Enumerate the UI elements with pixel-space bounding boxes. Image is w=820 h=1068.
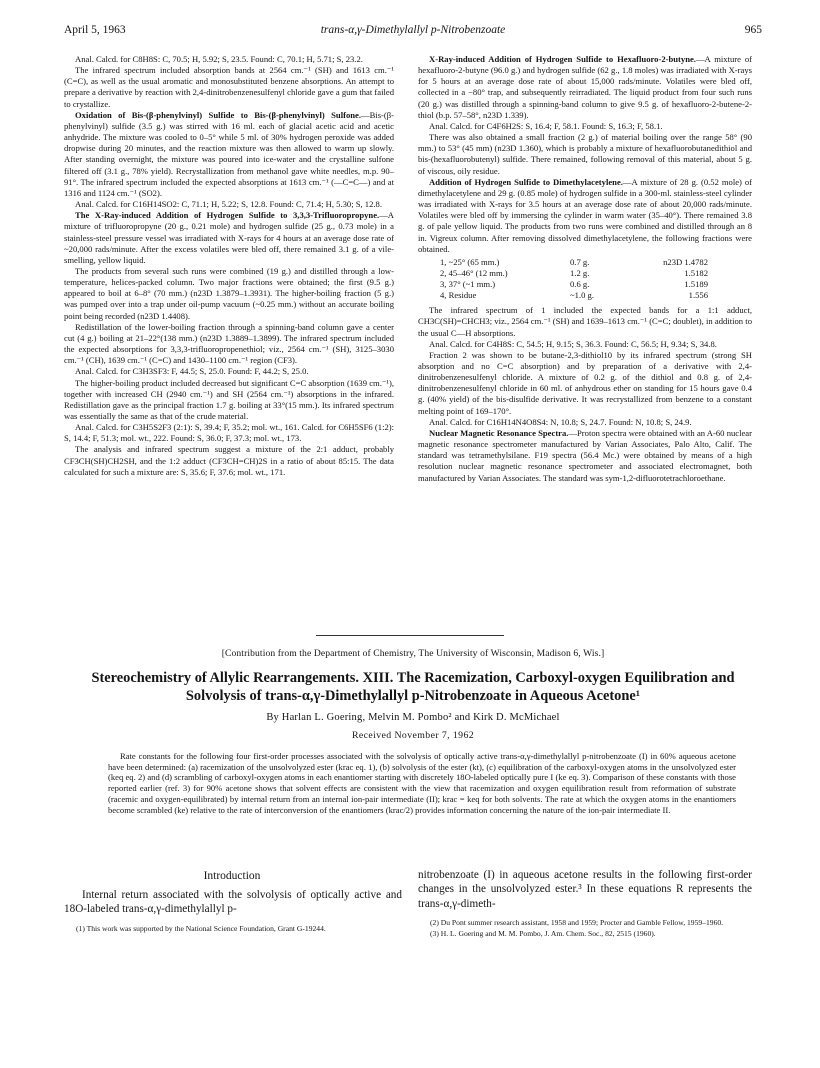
analysis-paragraph: Anal. Calcd. for C8H8S: C, 70.5; H, 5.92; S, 23.5. Found: C, 70.1; H, 5.71; S, 23.2.: [75, 54, 363, 64]
section-heading: The X-Ray-induced Addition of Hydrogen Sulfide to 3,3,3-Trifluoropropyne.: [75, 210, 380, 221]
analysis-paragraph: Anal. Calcd. for C4F6H2S: S, 16.4; F, 58.1. Found: S, 16.3; F, 58.1.: [429, 120, 663, 131]
body-paragraph: Fraction 2 was shown to be butane-2,3-dithiol10 by its infrared spectrum (strong SH absorption and no C=C absorption) and by preparation of a derivative with 2,4-dinitrobenzenesulfenyl chloride. A mixture of 0.2 g. of the dithiol and 0.8 g. of 2,4-dinitrobenzenesulfenyl chloride in 60 ml. of anhydrous ether on standing for 15 hours gave 0.4 g. (40% yield) of the bis-disulfide derivative. It was recrystallized from benzene to a constant melting point of 169–170°.: [418, 349, 752, 416]
fraction-mass: 1.2 g.: [570, 267, 590, 278]
body-paragraph: There was also obtained a small fraction (2 g.) of material boiling over the range 58° (90 mm.) to 53° (45 mm) (n23D 1.360), which is probably a mixture of hexafluorobutanedithiol and bis-(hexafluorobutenyl) sulfide. There remained, following removal of this material, about 5 g. of viscous, oily residue.: [418, 132, 752, 176]
fraction-label: 3, 37° (~1 mm.): [440, 279, 496, 289]
right-column: [418, 54, 752, 484]
body-paragraph: The infrared spectrum included absorption bands at 2564 cm.⁻¹ (SH) and 1613 cm.⁻¹ (C=C), as well as the usual aromatic and monosubstituted benzene absorptions. An attempt to prepare a derivative by reaction with 2,4-dinitrobenzenesulfenyl chloride gave a gum that failed to crystallize.: [64, 65, 394, 109]
analysis-paragraph: Anal. Calcd. for C3H3SF3: F, 44.5; S, 25.0. Found: F, 44.2; S, 25.0.: [75, 366, 309, 377]
running-head: [64, 24, 762, 40]
fractions-table: [440, 257, 752, 301]
body-paragraph: The products from several such runs were combined (19 g.) and distilled through a low-temperature, helices-packed column. Two major fractions were obtained; the first (9.5 g.) appeared to boil at 6–8° (70 mm.) (n23D 1.3879–1.3931). The higher-boiling fraction (5 g.) was pumped over into a trap under oil-pump vacuum (~0.25 mm.) without an accurate boiling point being recorded (n23D 1.4408).: [64, 265, 394, 321]
footnote: (2) Du Pont summer research assistant, 1958 and 1959; Procter and Gamble Fellow, 1959–1960.: [430, 918, 724, 927]
fraction-label: 4, Residue: [440, 290, 477, 301]
received-date: Received November 7, 1962: [351, 730, 475, 741]
footnote: (1) This work was supported by the National Science Foundation, Grant G-19244.: [76, 924, 326, 933]
section-divider: [316, 635, 504, 636]
section-text: —Proton spectra were obtained with an A-60 nuclear magnetic resonance spectrometer manufactured by Varian Associates, Palo Alto, Calif. The standard was tetramethylsilane. F19 spectra (56.4 Mc.) were obtained by means of a high resolution nuclear magnetic resonance spectrometer and associated electromagnet, both manufactured by Varian Associates. The standard was sym-1,2-difluorotetrachloroethane.: [418, 427, 752, 483]
abstract-text: Rate constants for the following four first-order processes associated with the solvolysis of optically active trans-α,γ-dimethylallyl p-nitrobenzoate (I) in 60% aqueous acetone have been determined: (a) racemization of the unsolvolyzed ester (krac eq. 1), (b) solvolysis of the ester (kt), (c) equilibration of the carboxyl-oxygen atoms in the unsolvolyzed ester (keq eq. 2) and (d) scrambling of carboxyl-oxygen atoms in each enantiomer starting with discretely 18O-labeled optically pure I (ke eq. 3). Comparison of these constants with those reported earlier (ref. 3) for 90% acetone shows that solvent effects are consistent with the view that racemization and oxygen equilibration result from reformation of substrate (racemic and oxygen-equilibrated) by internal return from an internal ion-pair intermediate (II); krac = keq for both solvents. The rate at which the oxygen atoms in the enantiomers become scrambled (ke) relative to the rate of interconversion of the enantiomers (krac/2) provides information concerning the nature of the ion-pair intermediate II.: [108, 751, 736, 815]
introduction-text: nitrobenzoate (I) in aqueous acetone results in the following first-order changes in the unsolvolyzed ester.³ In these equations R represents the trans-α,γ-dimeth-: [418, 869, 752, 910]
body-paragraph: Redistillation of the lower-boiling fraction through a spinning-band column gave a center cut (4 g.) boiling at 21–22°(138 mm.) (n23D 1.3889–1.3899). The infrared spectrum included the expected absorptions for 3,3,3-trifluoropropenethiol; viz., 2564 cm.⁻¹ (SH), 3125–3030 cm.⁻¹ (CH), 1639 cm.⁻¹ (C=C) and 1430–1100 cm.⁻¹ region (CF3).: [64, 321, 394, 366]
body-paragraph: The higher-boiling product included decreased but significant C=C absorption (1639 cm.⁻¹), together with increased CH (2940 cm.⁻¹) and SH (2564 cm.⁻¹) absorptions in the infrared. Redistillation gave as the principal fraction 1.7 g. boiling at 33°(15 mm.). Its infrared spectrum was essentially the same as that of the crude material.: [64, 377, 394, 421]
abstract: [108, 751, 736, 815]
body-paragraph: The analysis and infrared spectrum suggest a mixture of the 2:1 adduct, probably CF3CH(SH)CH2SH, and the 1:2 adduct (CF3CH=CH)2S in a ratio of about 85:15. The data calculated for such a mixture are: S, 35.6; F, 37.6; mol. wt., 171.: [64, 444, 394, 477]
body-paragraph: The infrared spectrum of 1 included the expected bands for a 1:1 adduct, CH3C(SH)=CHCH3; viz., 2564 cm.⁻¹ (SH) and 1639–1613 cm.⁻¹ (C=C; doublet), in addition to the usual C—H absorptions.: [418, 305, 752, 338]
section-paragraph: [64, 210, 394, 266]
fraction-refractive-index: 1.556: [688, 290, 708, 301]
introduction-left: [64, 888, 402, 917]
footnote: (3) H. L. Goering and M. M. Pombo, J. Am. Chem. Soc., 82, 2515 (1960).: [430, 928, 656, 938]
left-column: [64, 54, 394, 478]
section-heading: X-Ray-induced Addition of Hydrogen Sulfide to Hexafluoro-2-butyne.: [429, 54, 696, 64]
section-heading: Nuclear Magnetic Resonance Spectra.: [429, 427, 569, 438]
fraction-label: 2, 45–46° (12 mm.): [440, 267, 508, 278]
section-paragraph: [64, 110, 394, 199]
section-text: —A mixture of 28 g. (0.52 mole) of dimethylacetylene and 29 g. (0.85 mole) of hydrogen sulfide in a 300-ml. stainless-steel cylinder was irradiated with X-rays for 3.5 hours at an average dose rate of about 20,000 rads/minute. Volatiles were bled off by immersing the cylinder in warm water (35–40°). There remained 3.8 g. of pale yellow liquid. The products from two runs were combined and distilled through an 8 in. Vigreux column. After removing dissolved dimethylacetylene, the following fractions were obtained.: [418, 176, 752, 254]
analysis-paragraph: Anal. Calcd. for C4H8S: C, 54.5; H, 9.15; S, 36.3. Found: C, 56.5; H, 9.34; S, 34.8.: [429, 338, 717, 349]
section-text: —A mixture of hexafluoro-2-butyne (96.0 g.) and hydrogen sulfide (62 g., 1.8 moles) was irradiated with X-rays for 5 hours at an average dose rate of about 15,000 rads/minute. Volatiles were bled off, collected in a −80° trap, and subsequently reirradiated. The liquid product from four such runs (20 g.) was distilled through a spinning-band column to give 9.5 g. of hexafluoro-2-butene-2-thiol (b.p. 57–58°, n23D 1.339).: [418, 54, 753, 120]
fraction-refractive-index: n23D 1.4782: [663, 256, 708, 267]
article-title: Stereochemistry of Allylic Rearrangements. XIII. The Racemization, Carboxyl-oxygen Equilibration and Solvolysis of trans-α,γ-Dimethylallyl p-Nitrobenzoate in Aqueous Acetone¹: [91, 670, 735, 704]
fraction-mass: 0.7 g.: [570, 256, 590, 267]
header-title: trans-α,γ-Dimethylallyl p-Nitrobenzoate: [320, 24, 506, 36]
footnotes-right: [418, 918, 752, 939]
fraction-refractive-index: 1.5189: [684, 279, 708, 289]
section-paragraph: [418, 54, 752, 121]
fraction-mass: ~1.0 g.: [570, 290, 594, 301]
footnotes-left: [64, 924, 402, 935]
fraction-label: 1, ~25° (65 mm.): [440, 256, 500, 267]
page-number: 965: [744, 24, 762, 36]
section-heading: Oxidation of Bis-(β-phenylvinyl) Sulfide to Bis-(β-phenylvinyl) Sulfone.: [75, 109, 361, 120]
section-text: —Bis-(β-phenylvinyl) sulfide (3.5 g.) was stirred with 16 ml. each of glacial acetic acid and acetic anhydride. The mixture was cooled to 0–5° while 5 ml. of 30% hydrogen peroxide was added dropwise during 20 minutes, and the reaction mixture was then allowed to warm up slowly. After standing overnight, the mixture was poured into ice-water and the crystalline sulfone filtered off (3.1 g., 78% yield). Recrystallization from methanol gave white needles, m.p. 90–91°. The infrared spectrum included the expected absorptions at 1613 cm.⁻¹ (—C=C—) and at 1316 and 1124 cm.⁻¹ (SO2).: [64, 109, 394, 198]
analysis-paragraph: Anal. Calcd. for C3H5S2F3 (2:1): S, 39.4; F, 35.2; mol. wt., 161. Calcd. for C6H5SF6 (1:2): S, 14.4; F, 51.3; mol. wt., 222. Found: S, 36.0; F, 37.3; mol. wt., 173.: [64, 422, 394, 444]
analysis-paragraph: Anal. Calcd. for C16H14SO2: C, 71.1; H, 5.22; S, 12.8. Found: C, 71.4; H, 5.30; S, 12.8.: [75, 199, 382, 210]
fraction-refractive-index: 1.5182: [684, 267, 708, 278]
analysis-paragraph: Anal. Calcd. for C16H14N4O8S4: N, 10.8; S, 24.7. Found: N, 10.8; S, 24.9.: [429, 416, 692, 427]
introduction-heading: Introduction: [203, 870, 261, 882]
section-text: —A mixture of trifluoropropyne (20 g., 0.21 mole) and hydrogen sulfide (25 g., 0.73 mole) in a stainless-steel pressure vessel was irradiated with X-rays for 4 hours at an average dose rate of ~20,000 rads/minute. After the excess volatiles were bled off, there remained 3.1 g. of a vile-smelling, yellow liquid.: [64, 210, 394, 265]
section-heading: Addition of Hydrogen Sulfide to Dimethylacetylene.: [429, 176, 623, 187]
contribution-line: [Contribution from the Department of Chemistry, The University of Wisconsin, Madison 6, Wis.]: [221, 648, 605, 659]
section-paragraph: [418, 177, 752, 255]
author-line: By Harlan L. Goering, Melvin M. Pombo² and Kirk D. McMichael: [266, 712, 560, 723]
introduction-right: [418, 868, 752, 911]
section-paragraph: [418, 428, 752, 484]
introduction-text: Internal return associated with the solvolysis of optically active and 18O-labeled trans-α,γ-dimethylallyl p-: [64, 889, 402, 916]
header-date: April 5, 1963: [64, 24, 126, 36]
fraction-mass: 0.6 g.: [570, 279, 590, 289]
